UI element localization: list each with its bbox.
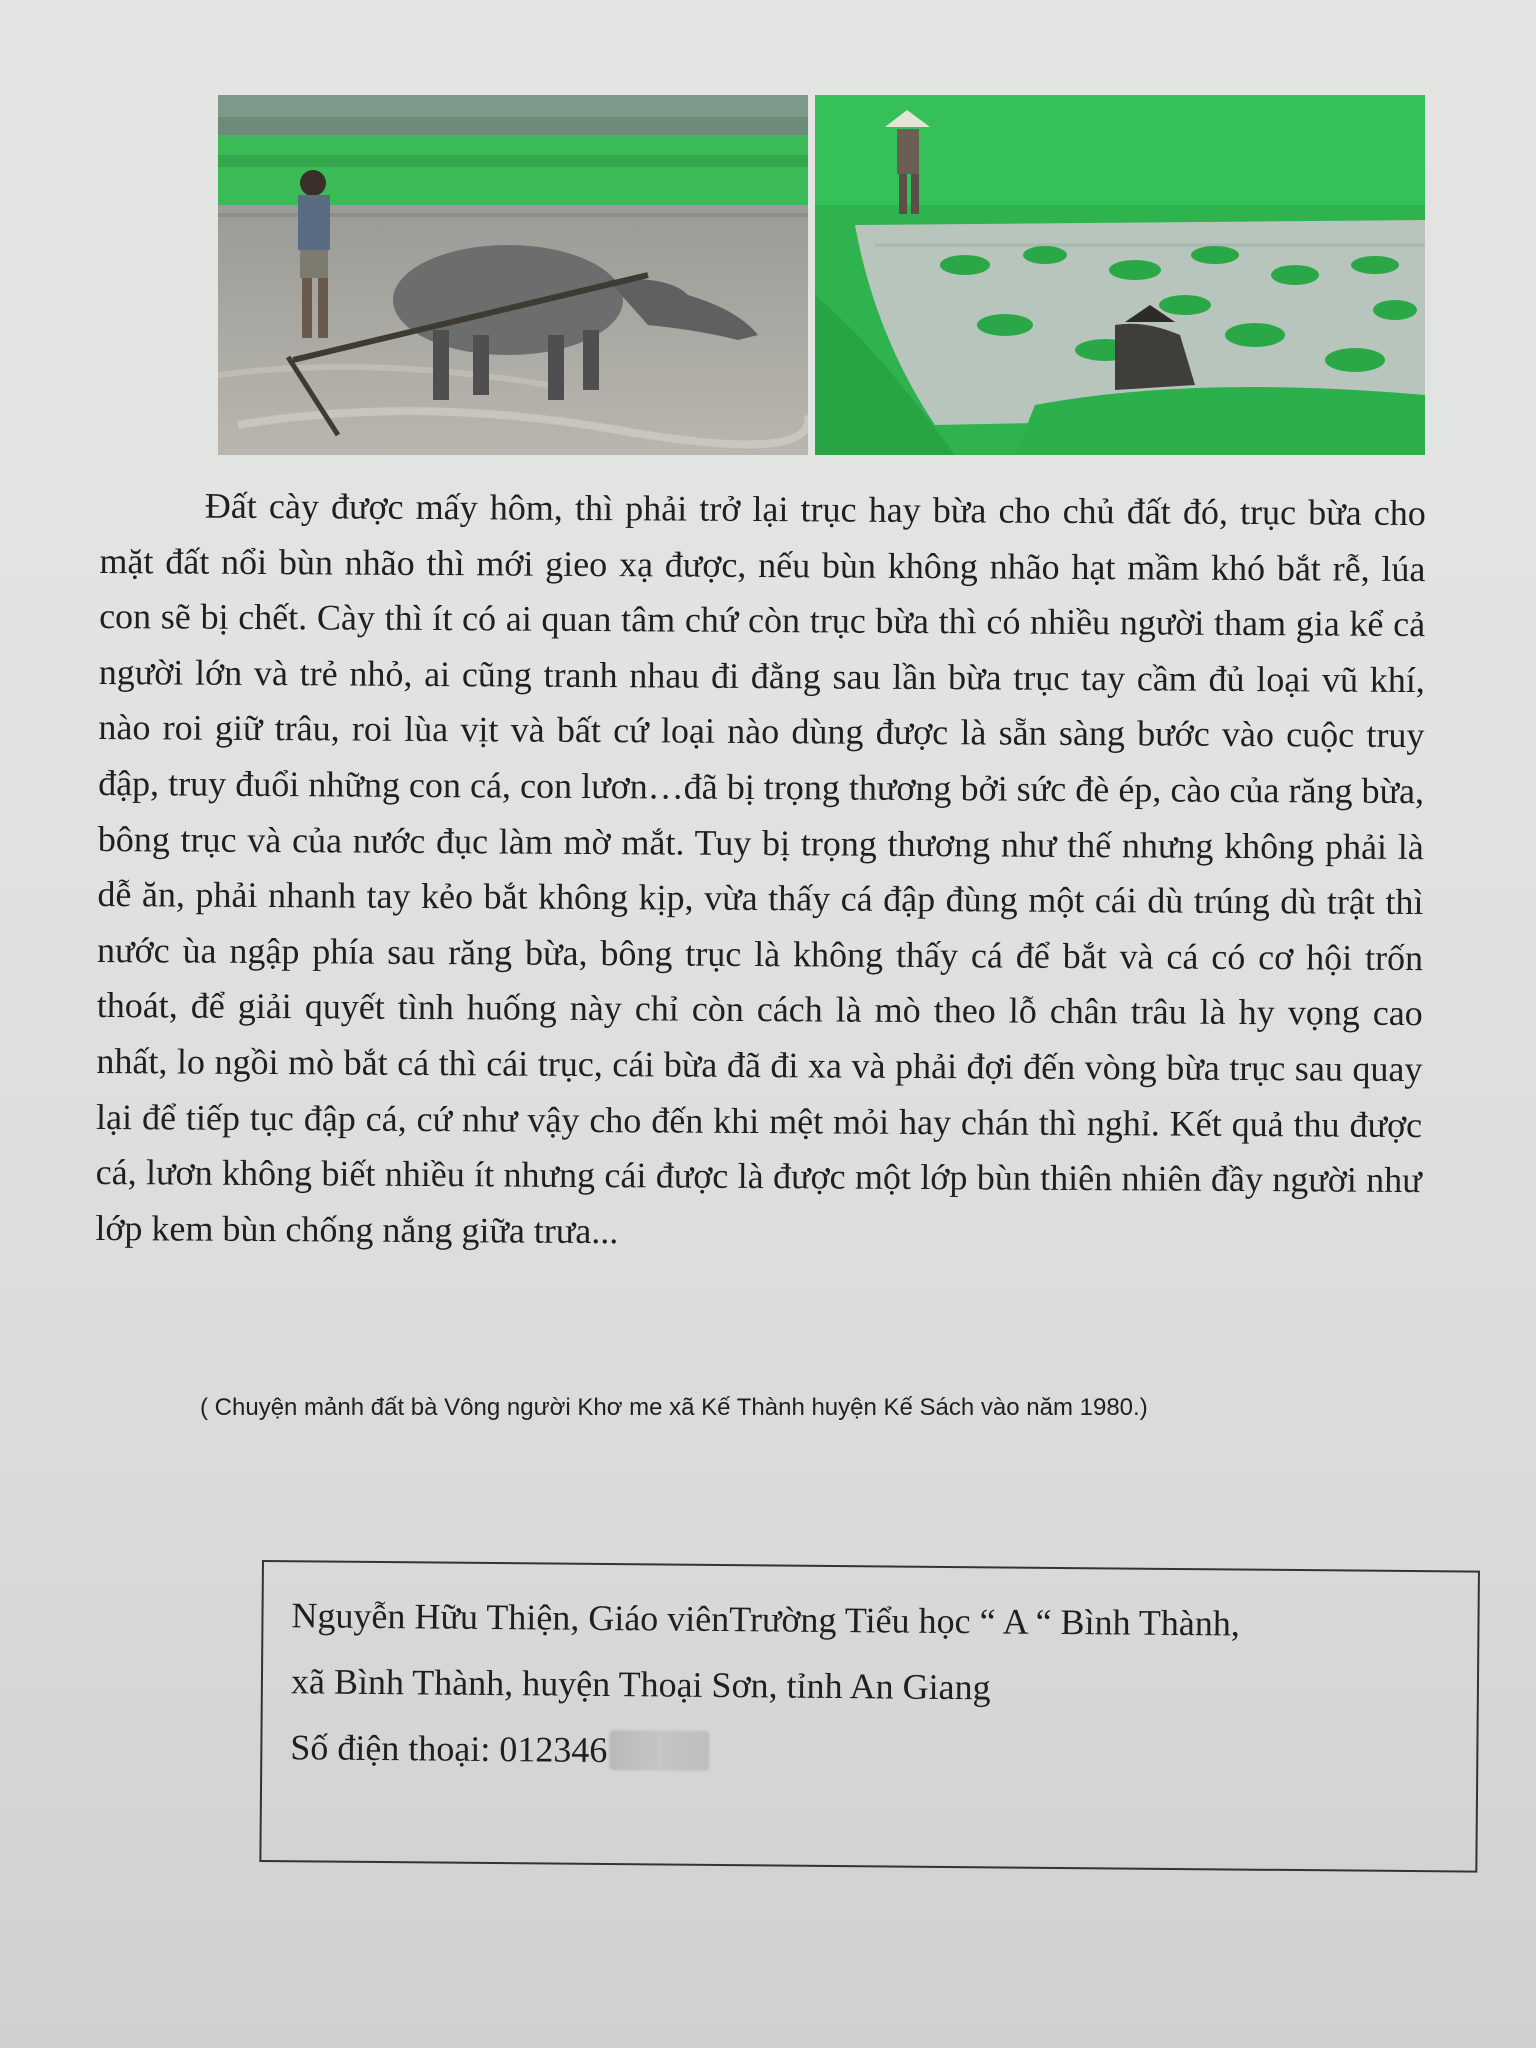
phone-label: Số điện thoại: — [290, 1727, 491, 1769]
photo-plowing-buffalo — [218, 95, 808, 455]
phone-redaction-blur — [609, 1730, 709, 1771]
author-line-2: xã Bình Thành, huyện Thoại Sơn, tỉnh An Giang — [290, 1661, 991, 1708]
author-line-1: Nguyễn Hữu Thiện, Giáo viênTrường Tiểu học “ A “ Bình Thành, — [291, 1595, 1241, 1644]
phone-number: 012346 — [499, 1729, 608, 1771]
photo-rice-transplanting — [815, 95, 1425, 455]
author-phone-line — [290, 1714, 1453, 1790]
article-body: Đất cày được mấy hôm, thì phải trở lại trục hay bừa cho chủ đất đó, trục bừa cho mặt đất nổi bùn nhão thì mới gieo xạ được, nếu bùn không nhão hạt mầm khó bắt rễ, lúa con sẽ bị chết. Cày thì ít có ai quan tâm chứ còn trục bừa thì có nhiều người tham gia kể cả người lớn và trẻ nhỏ, ai cũng tranh nhau đi đằng sau lần bừa trục tay cầm đủ loại vũ khí, nào roi giữ trâu, roi lùa vịt và bất cứ loại nào dùng được là sẵn sàng bước vào cuộc truy đập, truy đuổi những con cá, con lươn…đã bị trọng thương bởi sức đè ép, cào của răng bừa, bông trục và của nước đục làm mờ mắt. Tuy bị trọng thương như thế nhưng không phải là dễ ăn, phải nhanh tay kẻo bắt không kịp, vừa thấy cá đập đùng một cái dù trúng dù trật thì nước ùa ngập phía sau răng bừa, bông trục là không thấy cá để bắt và cá có cơ hội trốn thoát, để giải quyết tình huống này chỉ còn cách là mò theo lỗ chân trâu là hy vọng cao nhất, lo ngồi mò bắt cá thì cái trục, cái bừa đã đi xa và phải đợi đến vòng bừa trục sau quay lại để tiếp tục đập cá, cứ như vậy cho đến khi mệt mỏi hay chán thì nghỉ. Kết quả thu được cá, lươn không biết nhiều ít nhưng cái được là được một lớp bùn thiên nhiên đầy người như lớp kem bùn chống nắng giữa trưa... — [95, 485, 1426, 1251]
article-caption: ( Chuyện mảnh đất bà Vông người Khơ me xã Kế Thành huyện Kế Sách vào năm 1980.) — [200, 1394, 1148, 1421]
author-info-box — [259, 1560, 1480, 1873]
